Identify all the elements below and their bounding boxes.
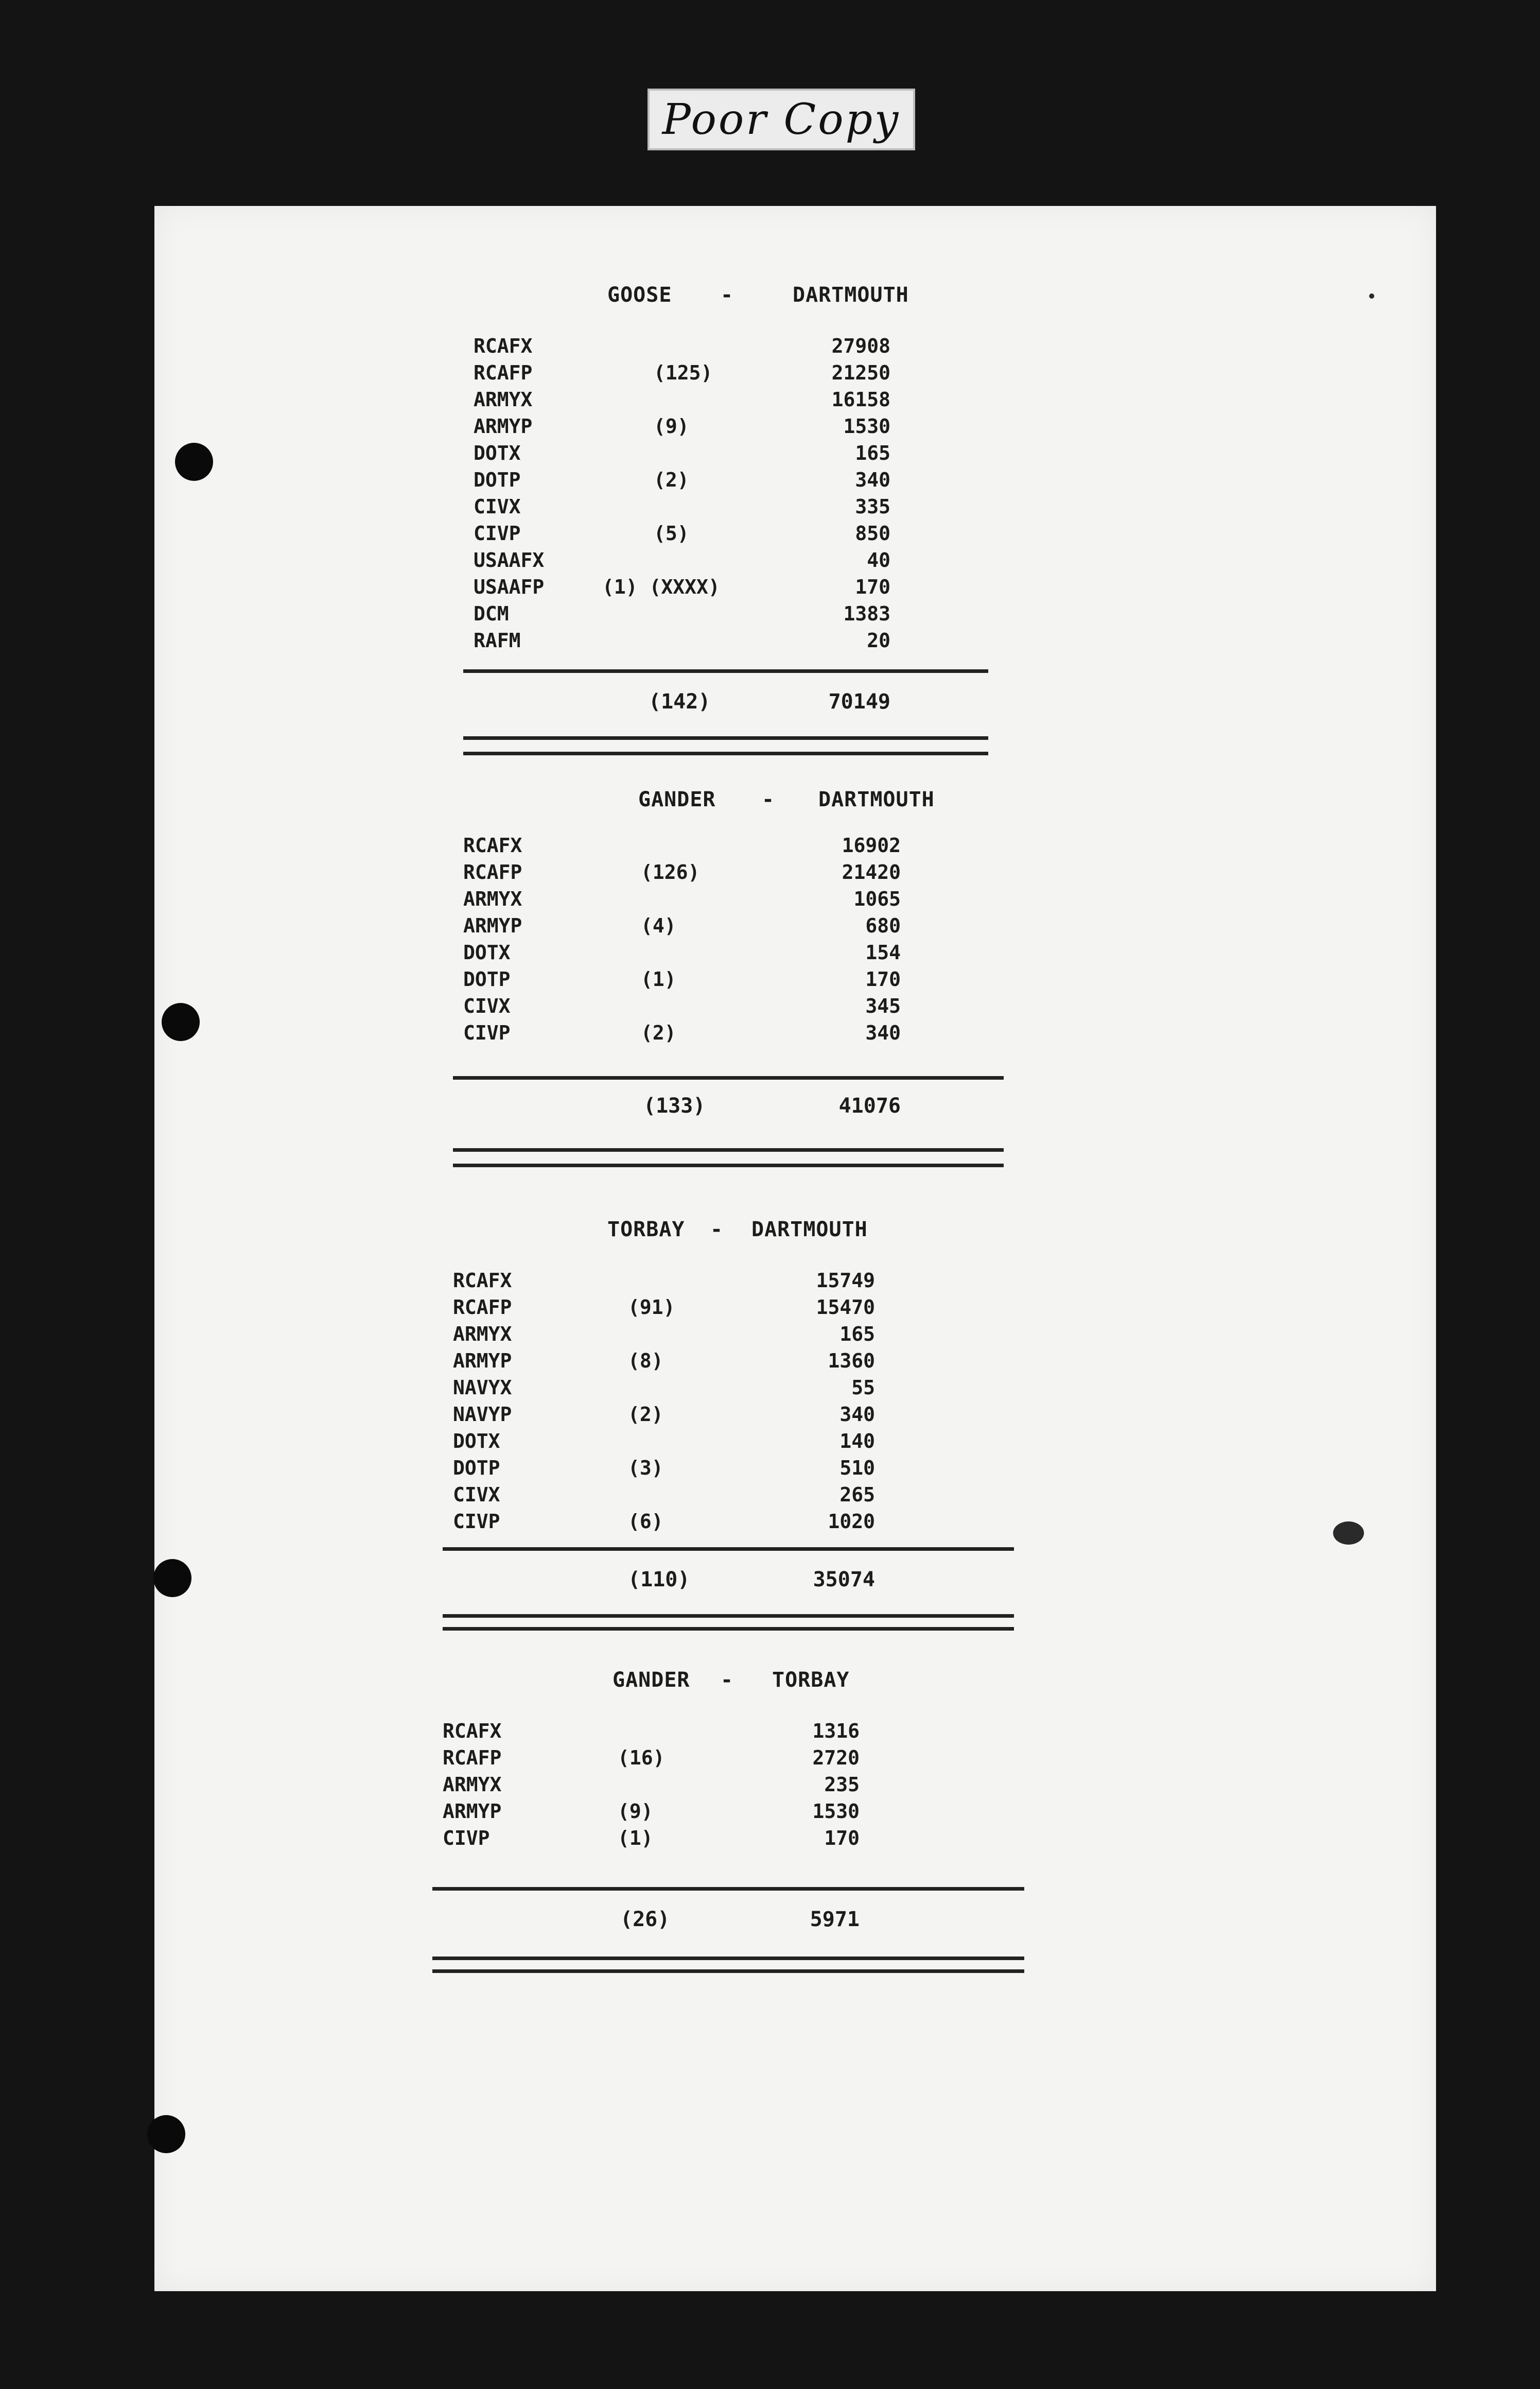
row-amount: 1360 [828,1349,875,1372]
total-row [463,1094,999,1123]
table-row [474,442,988,469]
row-amount: 2720 [812,1746,860,1769]
table-row [463,914,999,941]
row-code: DCM [474,602,509,625]
row-code: ARMYX [474,388,533,411]
punch-hole [175,443,213,481]
route-dash: - [721,1668,734,1692]
table-row [453,1349,999,1376]
row-amount: 340 [839,1403,875,1426]
row-code: USAAFP [474,576,545,598]
table-row [474,495,988,522]
double-rule [453,1148,1004,1152]
row-code: RAFM [474,629,521,652]
row-code: CIVP [463,1022,511,1044]
row-count: (16) [618,1746,665,1769]
row-count: (8) [628,1349,663,1372]
row-amount: 345 [865,995,901,1017]
row-code: CIVX [463,995,511,1017]
row-code: DOTX [474,442,521,464]
row-amount: 265 [839,1483,875,1506]
row-amount: 16902 [842,834,901,857]
row-amount: 1383 [843,602,890,625]
route-dash: - [762,788,775,811]
table-row [443,1800,999,1827]
section-title [443,1668,999,1699]
row-count: (6) [628,1510,663,1533]
total-count: (133) [643,1094,706,1118]
table-row [453,1403,999,1430]
section-torbay-dartmouth [453,1218,999,1645]
row-amount: 21420 [842,861,901,884]
row-amount: 27908 [831,335,890,357]
row-code: DOTP [453,1457,500,1479]
row-count: (2) [628,1403,663,1426]
sum-rule [463,669,988,673]
punch-hole [162,1003,200,1041]
row-count: (125) [654,361,713,384]
table-row [463,995,999,1022]
origin-label: GANDER [638,788,716,811]
table-row [474,576,988,602]
row-code: DOTP [463,968,511,991]
document-page [154,206,1436,2291]
total-row [474,690,988,719]
origin-label: TORBAY [607,1218,685,1241]
row-count: (4) [641,914,676,937]
row-code: CIVP [474,522,521,545]
row-code: ARMYX [463,888,522,910]
section-gander-dartmouth [463,788,999,1195]
table-row [474,415,988,442]
row-amount: 170 [865,968,901,991]
row-amount: 154 [865,941,901,964]
row-count: (9) [654,415,689,438]
table-row [453,1296,999,1323]
row-code: CIVP [443,1827,490,1849]
table-row [443,1773,999,1800]
row-count: (126) [641,861,700,884]
double-rule [463,752,988,755]
row-code: DOTP [474,469,521,491]
ink-speck [1333,1521,1364,1545]
double-rule [463,736,988,740]
row-code: CIVP [453,1510,500,1533]
row-amount: 1020 [828,1510,875,1533]
row-count: (5) [654,522,689,545]
row-code: DOTX [453,1430,500,1452]
table-row [453,1457,999,1483]
row-amount: 850 [855,522,890,545]
table-row [474,549,988,576]
table-row [474,522,988,549]
table-row [453,1323,999,1349]
total-count: (26) [620,1908,670,1931]
route-dash: - [721,283,734,307]
table-row [443,1827,999,1854]
row-amount: 20 [867,629,890,652]
row-amount: 170 [855,576,890,598]
table-row [474,602,988,629]
sum-rule [432,1887,1024,1891]
row-count: (1) [618,1827,653,1849]
row-amount: 1530 [812,1800,860,1823]
double-rule [453,1164,1004,1167]
destination-label: DARTMOUTH [818,788,935,811]
row-count: (2) [641,1022,676,1044]
row-amount: 235 [824,1773,860,1796]
route-dash: - [710,1218,724,1241]
table-row [443,1746,999,1773]
double-rule [443,1614,1014,1618]
table-row [453,1430,999,1457]
table-row [474,469,988,495]
table-row [463,861,999,888]
row-code: NAVYX [453,1376,512,1399]
row-code: NAVYP [453,1403,512,1426]
row-code: ARMYP [463,914,522,937]
row-amount: 140 [839,1430,875,1452]
double-rule [432,1969,1024,1973]
row-code: CIVX [474,495,521,518]
row-code: ARMYP [474,415,533,438]
poor-copy-label: Poor Copy [647,89,915,150]
row-amount: 1316 [812,1720,860,1742]
table-row [463,968,999,995]
row-amount: 165 [855,442,890,464]
double-rule [443,1627,1014,1631]
row-code: RCAFX [463,834,522,857]
table-row [443,1720,999,1746]
double-rule [432,1957,1024,1960]
row-code: RCAFX [453,1269,512,1292]
origin-label: GOOSE [607,283,672,307]
table-row [453,1269,999,1296]
table-row [453,1510,999,1537]
row-code: RCAFP [453,1296,512,1319]
total-count: (110) [628,1568,690,1591]
row-amount: 335 [855,495,890,518]
table-row [463,1022,999,1048]
section-goose-dartmouth [474,283,988,777]
row-amount: 40 [867,549,890,572]
row-code: RCAFP [463,861,522,884]
table-row [474,388,988,415]
table-row [474,361,988,388]
row-code: ARMYP [453,1349,512,1372]
table-row [453,1376,999,1403]
total-row [443,1908,999,1936]
row-amount: 165 [839,1323,875,1345]
row-code: ARMYP [443,1800,502,1823]
row-amount: 340 [865,1022,901,1044]
row-count: (2) [654,469,689,491]
row-count: (3) [628,1457,663,1479]
row-amount: 21250 [831,361,890,384]
ink-speck [1369,293,1374,299]
table-row [463,941,999,968]
row-amount: 1530 [843,415,890,438]
row-code: RCAFP [443,1746,502,1769]
row-amount: 55 [851,1376,875,1399]
row-amount: 680 [865,914,901,937]
section-title [463,788,999,819]
row-count: (1) (XXXX) [602,576,720,598]
row-code: RCAFP [474,361,533,384]
section-gander-torbay [443,1668,999,2029]
total-amount: 5971 [810,1908,860,1931]
total-row [453,1568,999,1597]
destination-label: DARTMOUTH [751,1218,868,1241]
section-title [474,283,988,314]
row-code: CIVX [453,1483,500,1506]
punch-hole [147,2115,185,2153]
row-amount: 1065 [853,888,901,910]
total-amount: 70149 [828,690,890,714]
table-row [463,834,999,861]
total-amount: 35074 [813,1568,875,1591]
row-amount: 15749 [816,1269,875,1292]
row-code: DOTX [463,941,511,964]
sum-rule [453,1076,1004,1080]
row-code: RCAFX [474,335,533,357]
destination-label: TORBAY [772,1668,850,1692]
sum-rule [443,1547,1014,1551]
row-count: (1) [641,968,676,991]
total-count: (142) [649,690,711,714]
table-row [463,888,999,914]
row-amount: 340 [855,469,890,491]
row-count: (9) [618,1800,653,1823]
row-amount: 510 [839,1457,875,1479]
row-code: ARMYX [443,1773,502,1796]
row-code: USAAFX [474,549,545,572]
row-code: RCAFX [443,1720,502,1742]
table-row [474,629,988,656]
row-count: (91) [628,1296,675,1319]
row-amount: 16158 [831,388,890,411]
table-row [453,1483,999,1510]
section-title [453,1218,999,1249]
row-code: ARMYX [453,1323,512,1345]
destination-label: DARTMOUTH [793,283,909,307]
row-amount: 15470 [816,1296,875,1319]
row-amount: 170 [824,1827,860,1849]
total-amount: 41076 [838,1094,901,1118]
punch-hole [153,1559,191,1597]
origin-label: GANDER [612,1668,690,1692]
table-row [474,335,988,361]
